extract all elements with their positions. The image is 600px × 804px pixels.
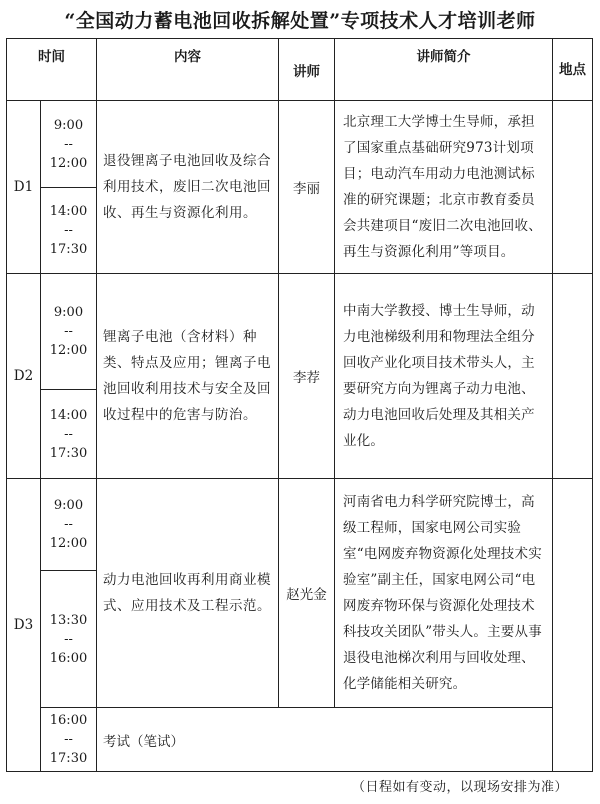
d2-row-1 xyxy=(7,274,593,390)
session-content: 退役锂离子电池回收及综合利用技术，废旧二次电池回收、再生与资源化利用。 xyxy=(97,101,279,274)
header-time: 时间 xyxy=(7,39,97,101)
page-title: “全国动力蓄电池回收拆解处置”专项技术人才培训老师 xyxy=(64,10,536,32)
d1-row-1 xyxy=(7,101,593,188)
header-bio: 讲师简介 xyxy=(335,39,553,101)
header-row xyxy=(7,39,593,101)
time-separator: -- xyxy=(64,631,73,647)
time-slot xyxy=(41,101,97,188)
time-end: 17:30 xyxy=(49,242,88,257)
location-cell xyxy=(553,274,593,479)
time-end: 12:00 xyxy=(49,536,88,551)
day-label: D1 xyxy=(7,101,41,274)
time-start: 9:00 xyxy=(53,117,84,133)
time-end: 16:00 xyxy=(49,650,88,666)
time-separator: -- xyxy=(64,517,73,532)
time-start: 9:00 xyxy=(53,498,84,513)
lecturer-name: 李荐 xyxy=(279,274,335,479)
session-content: 动力电池回收再利用商业模式、应用技术及工程示范。 xyxy=(97,479,279,708)
schedule-note: （日程如有变动，以现场安排为准） xyxy=(351,780,568,795)
time-slot xyxy=(41,274,97,390)
exam-content: 考试（笔试） xyxy=(97,708,553,772)
d3-row-3 xyxy=(7,708,593,772)
schedule-table xyxy=(6,38,593,772)
time-slot xyxy=(41,188,97,274)
header-lecturer: 讲师 xyxy=(279,39,335,101)
time-start: 14:00 xyxy=(49,204,88,219)
time-separator: -- xyxy=(64,136,73,152)
day-label: D3 xyxy=(7,479,41,772)
time-start: 16:00 xyxy=(49,713,88,728)
time-separator: -- xyxy=(64,732,73,747)
time-start: 9:00 xyxy=(53,305,84,320)
time-end: 12:00 xyxy=(49,155,88,171)
time-start: 13:30 xyxy=(49,612,88,628)
header-location: 地点 xyxy=(553,39,593,101)
time-start: 14:00 xyxy=(49,407,88,423)
lecturer-bio: 中南大学教授、博士生导师，动力电池梯级利用和物理法全组分回收产业化项目技术带头人，主要研究方向为锂离子动力电池、动力电池回收后处理及其相关产业化。 xyxy=(335,274,553,479)
session-content: 锂离子电池（含材料）种类、特点及应用；锂离子电池回收利用技术与安全及回收过程中的危害与防治。 xyxy=(97,274,279,479)
time-end: 17:30 xyxy=(49,751,88,766)
time-separator: -- xyxy=(64,426,73,442)
time-end: 17:30 xyxy=(49,445,88,461)
location-cell xyxy=(553,101,593,274)
lecturer-bio: 北京理工大学博士生导师，承担了国家重点基础研究973计划项目；电动汽车用动力电池测试标准的研究课题；北京市教育委员会共建项目“废旧二次电池回收、再生与资源化利用”等项目。 xyxy=(335,101,553,274)
time-slot xyxy=(41,479,97,571)
lecturer-name: 赵光金 xyxy=(279,479,335,708)
lecturer-name: 李丽 xyxy=(279,101,335,274)
header-content: 内容 xyxy=(97,39,279,101)
time-end: 12:00 xyxy=(49,343,88,358)
d3-row-1 xyxy=(7,479,593,571)
time-slot xyxy=(41,571,97,708)
lecturer-bio: 河南省电力科学研究院博士，高级工程师，国家电网公司实验室“电网废弃物资源化处理技术实验室”副主任，国家电网公司“电网废弃物环保与资源化处理技术科技攻关团队”带头人。主要从事退役电池梯次利用与回收处理、化学储能相关研究。 xyxy=(335,479,553,708)
location-cell xyxy=(553,479,593,772)
day-label: D2 xyxy=(7,274,41,479)
time-separator: -- xyxy=(64,324,73,339)
time-separator: -- xyxy=(64,223,73,238)
time-slot xyxy=(41,390,97,479)
time-slot xyxy=(41,708,97,772)
